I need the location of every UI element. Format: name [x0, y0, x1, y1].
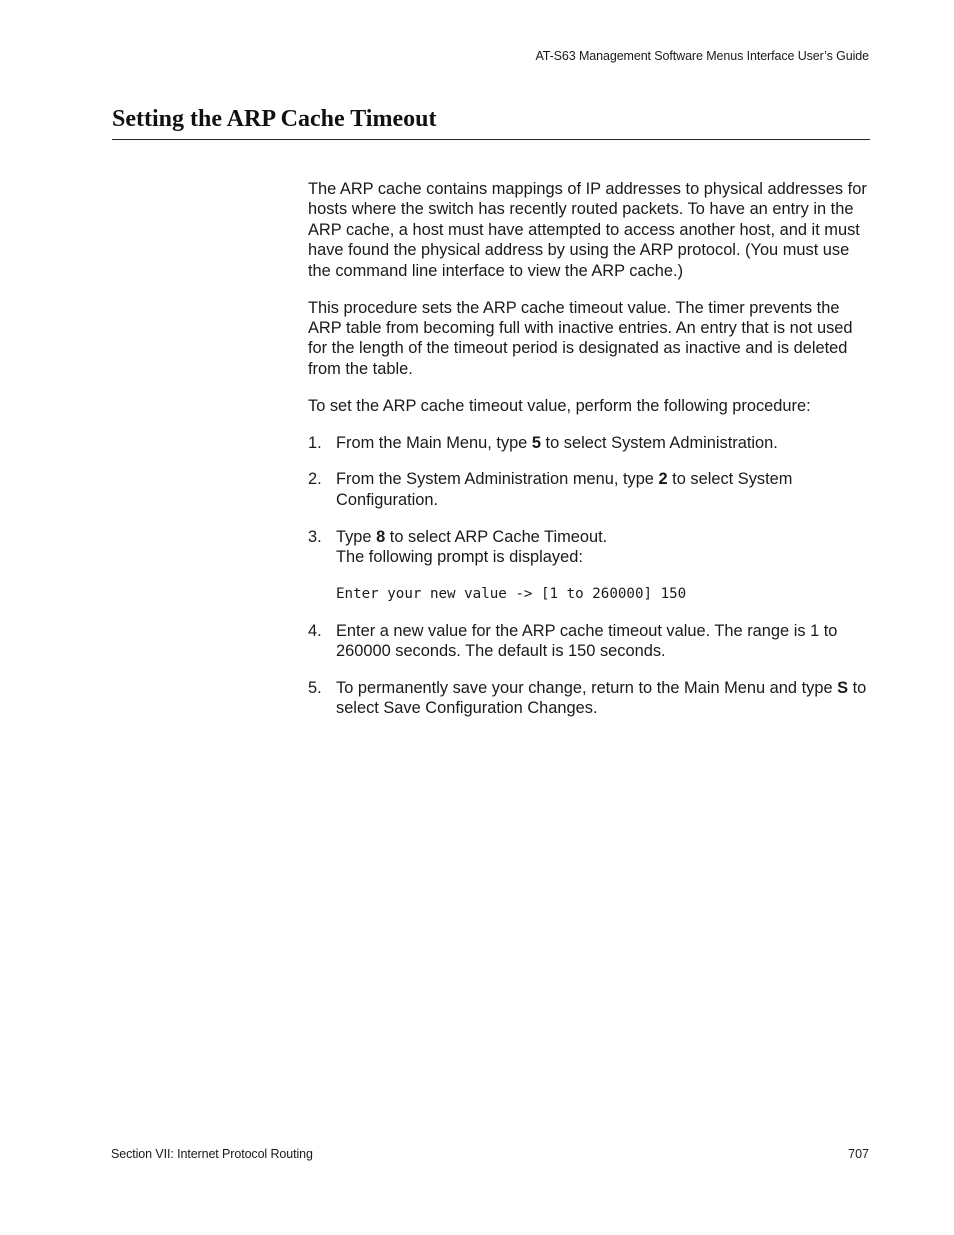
procedure-lead-in: To set the ARP cache timeout value, perform the following procedure:: [308, 396, 811, 415]
menu-key: 5: [531, 433, 541, 452]
step-number: 2.: [308, 470, 322, 489]
procedure-step-3: [308, 527, 870, 604]
running-header: AT-S63 Management Software Menus Interface User’s Guide: [535, 49, 869, 63]
step-number: 3.: [308, 527, 322, 546]
menu-key: 2: [658, 470, 668, 489]
procedure-step-4: [308, 621, 870, 662]
procedure-steps: [308, 433, 870, 719]
footer-page-number: 707: [848, 1147, 869, 1161]
step-text: Enter a new value for the ARP cache timeout value. The range is 1 to 260000 seconds. The default is 150 seconds.: [336, 621, 838, 660]
menu-key: S: [837, 678, 849, 697]
section-title: Setting the ARP Cache Timeout: [112, 106, 437, 132]
step-text: Type 8 to select ARP Cache Timeout.: [336, 527, 608, 546]
prompt-note: The following prompt is displayed:: [336, 548, 583, 567]
menu-key: 8: [376, 527, 386, 546]
title-divider: [112, 139, 870, 140]
step-text: From the Main Menu, type 5 to select System Administration.: [336, 433, 778, 452]
procedure-step-2: [308, 469, 870, 510]
step-number: 1.: [308, 433, 322, 452]
step-text: From the System Administration menu, type 2 to select System Configuration.: [336, 470, 793, 509]
procedure-step-5: [308, 678, 870, 719]
procedure-purpose-paragraph: This procedure sets the ARP cache timeout value. The timer prevents the ARP table from becoming full with inactive entries. An entry that is not used for the length of the timeout period is designated as inactive and is deleted from the table.: [308, 298, 853, 378]
prompt-code-example: Enter your new value -> [1 to 260000] 150: [336, 586, 687, 603]
step-number: 4.: [308, 621, 322, 640]
intro-paragraph: The ARP cache contains mappings of IP addresses to physical addresses for hosts where the switch has recently routed packets. To have an entry in the ARP cache, a host must have attempted to access another host, and it must have found the physical address by using the ARP protocol. (You must use the command line interface to view the ARP cache.): [308, 180, 867, 280]
body-content: [308, 179, 870, 735]
procedure-step-1: [308, 433, 870, 453]
footer-section-label: Section VII: Internet Protocol Routing: [111, 1147, 313, 1161]
step-number: 5.: [308, 678, 322, 697]
step-text: To permanently save your change, return to the Main Menu and type S to select Save Configuration Changes.: [336, 678, 867, 718]
